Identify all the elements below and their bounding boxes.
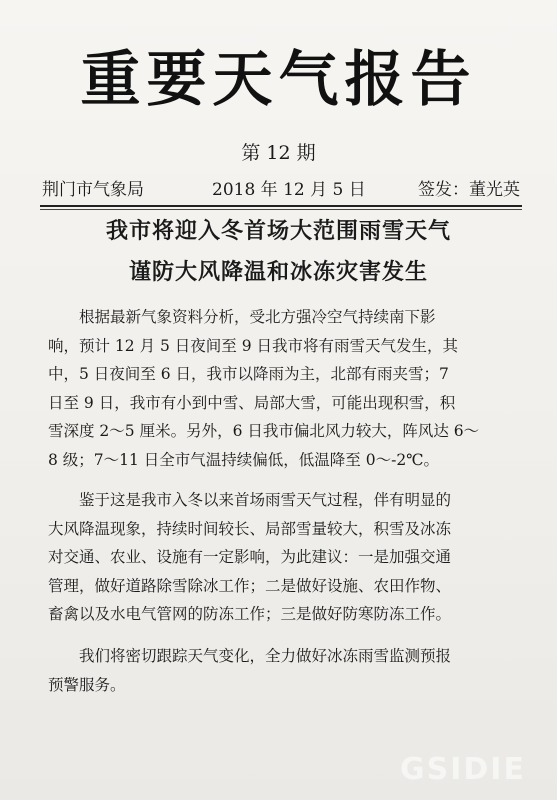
headline-line-1: 我市将迎入冬首场大范围雨雪天气 (105, 219, 451, 244)
issue-number: 第 12 期 (241, 142, 316, 164)
report-title: 重要天气报告 (80, 45, 477, 115)
signer: 签发：董光英 (418, 180, 520, 200)
paragraph-line: 对交通、农业、设施有一定影响，为此建议：一是加强交通 (48, 548, 452, 566)
paragraph-line: 大风降温现象，持续时间较长、局部雪量较大，积雪及冰冻 (48, 519, 452, 538)
headline-line-2: 谨防大风降温和冰冻灾害发生 (128, 260, 428, 285)
paragraph-recommendations (48, 486, 524, 629)
header-meta (42, 178, 520, 202)
paragraph-closing (48, 642, 524, 699)
issuing-organization: 荆门市气象局 (42, 180, 144, 200)
paragraph-line: 预警服务。 (48, 675, 126, 694)
header-divider (40, 205, 522, 207)
paragraph-line: 我们将密切跟踪天气变化，全力做好冰冻雨雪监测预报 (79, 647, 452, 665)
paragraph-line: 日至 9 日，我市有小到中雪、局部大雪，可能出现积雪，积 (48, 393, 456, 412)
paragraph-line: 8 级；7～11 日全市气温持续偏低，低温降至 0～-2℃。 (48, 450, 440, 469)
paragraph-line: 管理，做好道路除雪除冰工作；二是做好设施、农田作物、 (48, 576, 452, 595)
paragraph-forecast (48, 303, 524, 474)
header-divider-thin (40, 209, 522, 210)
paragraph-line: 鉴于这是我市入冬以来首场雨雪天气过程，伴有明显的 (79, 491, 452, 509)
paragraph-line: 雪深度 2～5 厘米。另外，6 日我市偏北风力较大，阵风达 6～ (48, 422, 480, 440)
paragraph-line: 响，预计 12 月 5 日夜间至 9 日我市将有雨雪天气发生，其 (48, 336, 459, 355)
issue-date: 2018 年 12 月 5 日 (212, 180, 366, 200)
paragraph-line: 根据最新气象资料分析，受北方强冷空气持续南下影 (79, 308, 436, 326)
paragraph-line: 中，5 日夜间至 6 日，我市以降雨为主，北部有雨夹雪；7 (48, 365, 449, 383)
paragraph-line: 畜禽以及水电气管网的防冻工作；三是做好防寒防冻工作。 (48, 605, 452, 623)
watermark: GSIDIE (400, 752, 526, 787)
